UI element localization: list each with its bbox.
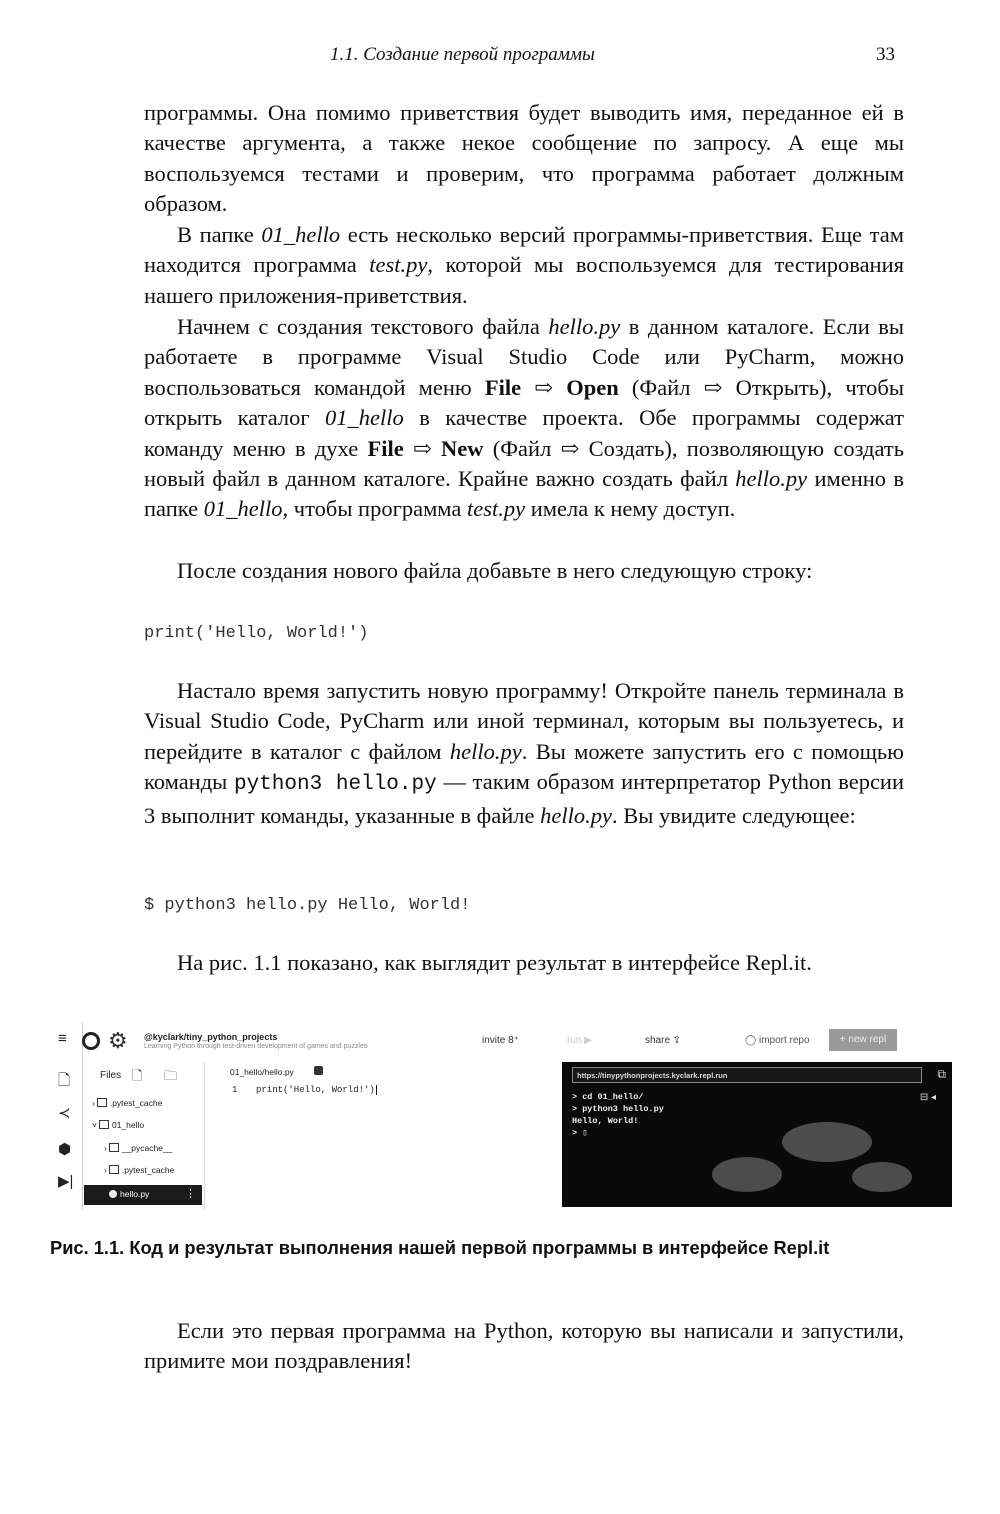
- package-icon[interactable]: ⬢: [58, 1141, 72, 1158]
- run-button[interactable]: run ▶: [567, 1035, 592, 1046]
- paragraph-2: В папке 01_hello есть несколько версий программы-приветствия. Еще там находится программа test.py, которой мы воспользуемся для тестирования нашего приложения-приветствия.: [144, 222, 904, 308]
- save-status-icon: [314, 1066, 323, 1075]
- code-snippet-1: print('Hello, World!'): [144, 624, 369, 643]
- tree-item[interactable]: ˅ 01_hello: [92, 1120, 145, 1130]
- file-name: hello.py: [735, 466, 808, 492]
- folder-icon: [109, 1165, 119, 1174]
- folder-name: 01_hello: [261, 222, 341, 247]
- files-label: Files: [100, 1070, 122, 1081]
- paragraph-5: Настало время запустить новую программу! Откройте панель терминала в Visual Studio Code, PyCharm или иной терминал, которым вы пользуетесь, и перейдите в каталог с файлом hello.py. Вы можете запустить его с помощью команды python3 hello.py — таким образом интерпретатор Python версии 3 выполнит команды, указанные в файле hello.py. Вы увидите следующее:: [144, 678, 905, 828]
- tree-item-selected[interactable]: hello.py ⋮: [84, 1185, 202, 1205]
- line-number: 1: [232, 1085, 238, 1095]
- menu-icon[interactable]: ≡: [58, 1030, 67, 1047]
- inline-command: python3 hello.py: [234, 773, 437, 797]
- new-file-icon[interactable]: 🗋: [132, 1068, 143, 1083]
- terminal-line: Hello, World!: [572, 1116, 639, 1126]
- tree-item[interactable]: › __pycache__: [104, 1143, 173, 1153]
- tree-item[interactable]: › .pytest_cache: [104, 1165, 175, 1175]
- file-name: hello.py: [548, 314, 621, 339]
- tree-item[interactable]: › .pytest_cache: [92, 1098, 163, 1108]
- paragraph-3: Начнем с создания текстового файла hello.py в данном каталоге. Если вы работаете в программе Visual Studio Code или PyCharm, можно воспользоваться командой меню File ⇨ Open (Файл ⇨ Открыть), чтобы открыть каталог 01_hello в качестве проекта. Обе программы содержат команду меню в духе File ⇨ New (Файл ⇨ Создать), позволяющую создать новый файл в данном каталоге. Крайне важно создать файл hello.py именно в папке 01_hello, чтобы программа test.py имела к нему доступ.: [144, 314, 904, 522]
- terminal-controls-icon[interactable]: ⊟ ◂: [919, 1092, 936, 1103]
- python-file-icon: [109, 1190, 117, 1198]
- project-avatar-icon: ⚙: [108, 1028, 128, 1053]
- project-path[interactable]: @kyclark/tiny_python_projects: [144, 1032, 278, 1042]
- project-description: Learning Python through test-driven development of games and puzzles: [144, 1043, 368, 1050]
- menu-command: File ⇨ New: [367, 435, 484, 461]
- terminal[interactable]: [562, 1062, 952, 1207]
- paragraph-1: [144, 98, 904, 220]
- editor-pane: [52, 1022, 472, 1210]
- terminal-line: > cd 01_hello/: [572, 1092, 644, 1102]
- editor-tab[interactable]: 01_hello/hello.py: [230, 1067, 294, 1077]
- import-repo-button[interactable]: ◯ import repo: [745, 1035, 810, 1046]
- folder-icon: [97, 1098, 107, 1107]
- file-name: hello.py: [449, 738, 522, 764]
- paragraph-1-text: программы. Она помимо приветствия будет выводить имя, переданное ей в качестве аргумента, а также некое сообщение по запросу. А еще мы воспользуемся тестами и проверим, что программа работает должным образом.: [144, 100, 904, 217]
- terminal-url[interactable]: https://tinypythonprojects.kyclark.repl.run: [572, 1067, 922, 1083]
- paragraph-7-text: Если это первая программа на Python, которую вы написали и запустили, примите мои поздравления!: [144, 1318, 904, 1374]
- code-snippet-2: $ python3 hello.py Hello, World!: [144, 896, 471, 915]
- left-rail: [52, 1022, 83, 1210]
- more-icon[interactable]: ⋮: [185, 1188, 196, 1200]
- share-button[interactable]: share ⇪: [645, 1035, 682, 1046]
- terminal-line: > ▯: [572, 1128, 588, 1138]
- new-folder-icon[interactable]: 🗀: [164, 1068, 178, 1083]
- background-speckle: [782, 1122, 872, 1162]
- open-external-icon[interactable]: ⧉: [937, 1067, 946, 1081]
- share-nodes-icon[interactable]: ≺: [58, 1105, 71, 1122]
- editor-code[interactable]: print('Hello, World!'): [256, 1085, 375, 1095]
- replit-logo[interactable]: [82, 1032, 100, 1050]
- paragraph-4-text: После создания нового файла добавьте в него следующую строку:: [177, 558, 813, 583]
- page-number: 33: [876, 44, 895, 65]
- folder-icon: [109, 1143, 119, 1152]
- menu-command: File ⇨ Open: [484, 374, 619, 400]
- page-header: [0, 44, 1000, 74]
- folder-name: 01_hello: [325, 405, 404, 431]
- divider: [204, 1062, 205, 1210]
- new-repl-button[interactable]: + new repl: [829, 1029, 897, 1051]
- paragraph-6-text: На рис. 1.1 показано, как выглядит результат в интерфейсе Repl.it.: [177, 950, 812, 975]
- file-name: hello.py: [540, 802, 612, 828]
- background-speckle: [712, 1157, 782, 1192]
- figure-replit-screenshot: [52, 1022, 952, 1210]
- paragraph-7: [144, 1316, 904, 1377]
- running-title: 1.1. Создание первой программы: [330, 44, 595, 65]
- background-speckle: [852, 1162, 912, 1192]
- paragraph-6: [144, 948, 904, 978]
- invite-button[interactable]: invite 8⁺: [482, 1035, 519, 1046]
- file-icon[interactable]: 🗋: [58, 1072, 71, 1089]
- file-name: test.py: [369, 252, 428, 278]
- file-name: test.py: [467, 496, 526, 522]
- debugger-icon[interactable]: ▶|: [58, 1173, 74, 1190]
- folder-icon: [99, 1120, 109, 1129]
- figure-caption: Рис. 1.1. Код и результат выполнения нашей первой программы в интерфейсе Repl.it: [50, 1237, 830, 1258]
- paragraph-4: [144, 556, 904, 586]
- folder-name: 01_hello: [203, 496, 283, 522]
- output-pane: [477, 1022, 952, 1210]
- terminal-line: > python3 hello.py: [572, 1104, 664, 1114]
